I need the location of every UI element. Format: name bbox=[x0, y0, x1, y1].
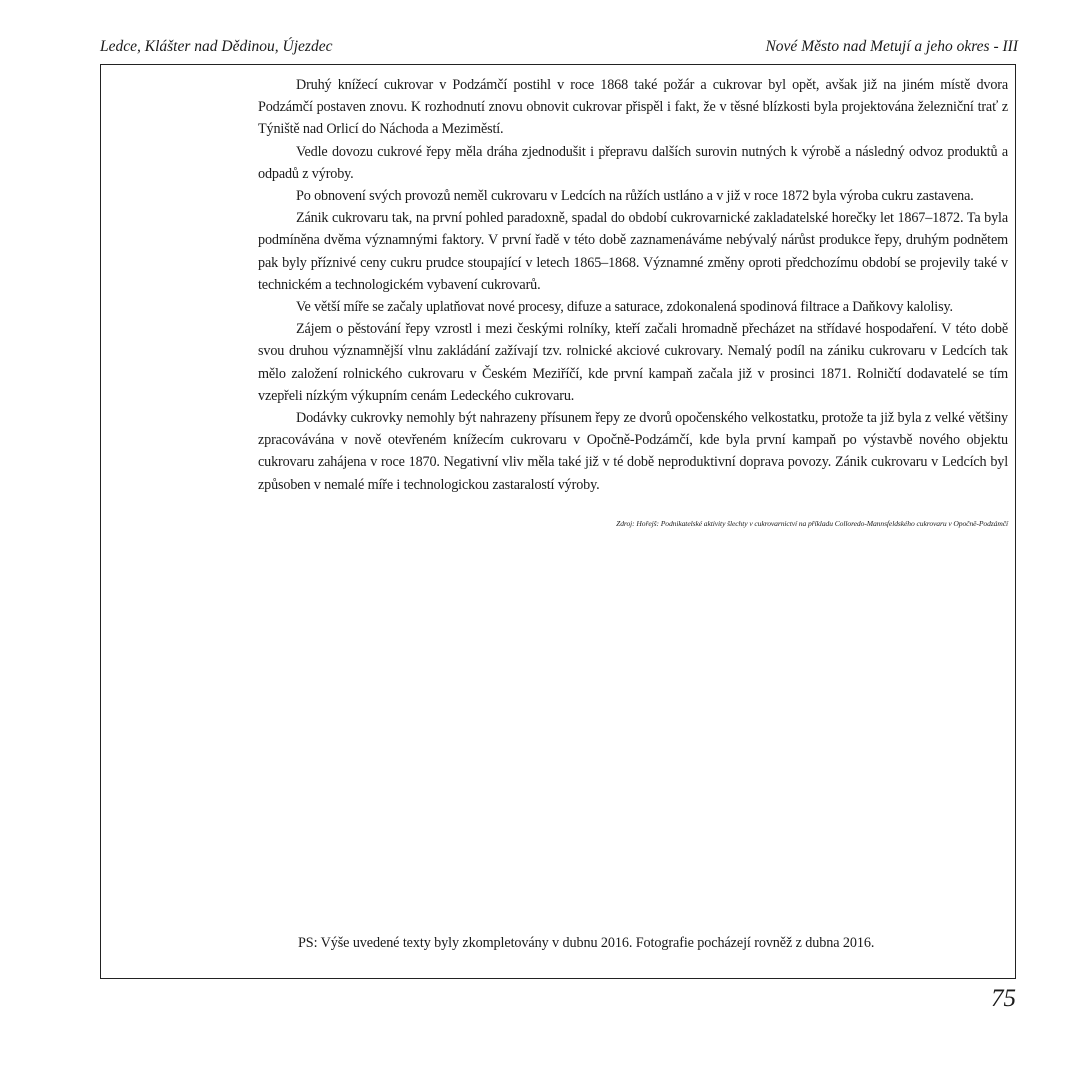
paragraph: Ve větší míře se začaly uplatňovat nové procesy, difuze a saturace, zdokonalená spodinová filtrace a Daňkovy kalolisy. bbox=[296, 299, 953, 316]
running-header bbox=[100, 38, 1018, 58]
paragraph: Zánik cukrovaru tak, na první pohled paradoxně, spadal do období cukrovarnické zakladatelské horečky let 1867–1872. Ta byla podmíněna dvěma významnými faktory. V první řadě v této době zaznamenáváme nebývalý nárůst produkce řepy, druhým podnětem pak byly příznivé ceny cukru prudce stoupající v letech 1865–1868. Významné změny oproti předchozímu období se projevily také v technickém a technologickém vybavení cukrovarů. bbox=[258, 210, 1008, 293]
postscript-note: PS: Výše uvedené texty byly zkompletovány v dubnu 2016. Fotografie pocházejí rovněž z dubna 2016. bbox=[298, 935, 875, 951]
article-body bbox=[258, 74, 1008, 496]
paragraph: Vedle dovozu cukrové řepy měla dráha zjednodušit i přepravu dalších surovin nutných k výrobě a následný odvoz produktů a odpadů z výroby. bbox=[258, 143, 1008, 182]
page-number: 75 bbox=[991, 985, 1016, 1012]
paragraph: Zájem o pěstování řepy vzrostl i mezi českými rolníky, kteří začali hromadně přecházet na střídavé hospodaření. V této době svou druhou významnější vlnu zakládání zažívají tzv. rolnické akciové cukrovary. Nemalý podíl na zániku cukrovaru v Ledcích tak mělo založení rolnického cukrovaru v Českém Meziříčí, kde první kampaň začala již v prosinci 1871. Rolničtí dodavatelé se tím vzepřeli nízkým výkupním cenám Ledeckého cukrovaru. bbox=[258, 321, 1008, 404]
source-citation: Zdroj: Hořejš: Podnikatelské aktivity šlechty v cukrovarnictví na příkladu Colloredo-Mannsfeldského cukrovaru v Opočně-Podzámčí bbox=[616, 519, 1008, 528]
paragraph: Po obnovení svých provozů neměl cukrovaru v Ledcích na růžích ustláno a v již v roce 1872 byla výroba cukru zastavena. bbox=[296, 188, 974, 205]
paragraph: Dodávky cukrovky nemohly být nahrazeny přísunem řepy ze dvorů opočenského velkostatku, protože ta již byla z velké většiny zpracovávána v nově otevřeném knížecím cukrovaru v Opočně-Podzámčí, kde byla první kampaň po výstavbě nového objektu cukrovaru zahájena v roce 1870. Negativní vliv měla také již v té době neproduktivní doprava povozy. Zánik cukrovaru v Ledcích byl způsoben v nemalé míře i technologickou zastaralostí výroby. bbox=[258, 410, 1008, 493]
header-right-title: Nové Město nad Metují a jeho okres - III bbox=[765, 38, 1018, 55]
paragraph: Druhý knížecí cukrovar v Podzámčí postihl v roce 1868 také požár a cukrovar byl opět, avšak již na jiném místě dvora Podzámčí postaven znovu. K rozhodnutí znovu obnovit cukrovar přispěl i fakt, že v těsné blízkosti byla projektována železniční trať z Týniště nad Orlicí do Náchoda a Meziměstí. bbox=[258, 77, 1008, 138]
header-left-title: Ledce, Klášter nad Dědinou, Újezdec bbox=[100, 38, 333, 55]
